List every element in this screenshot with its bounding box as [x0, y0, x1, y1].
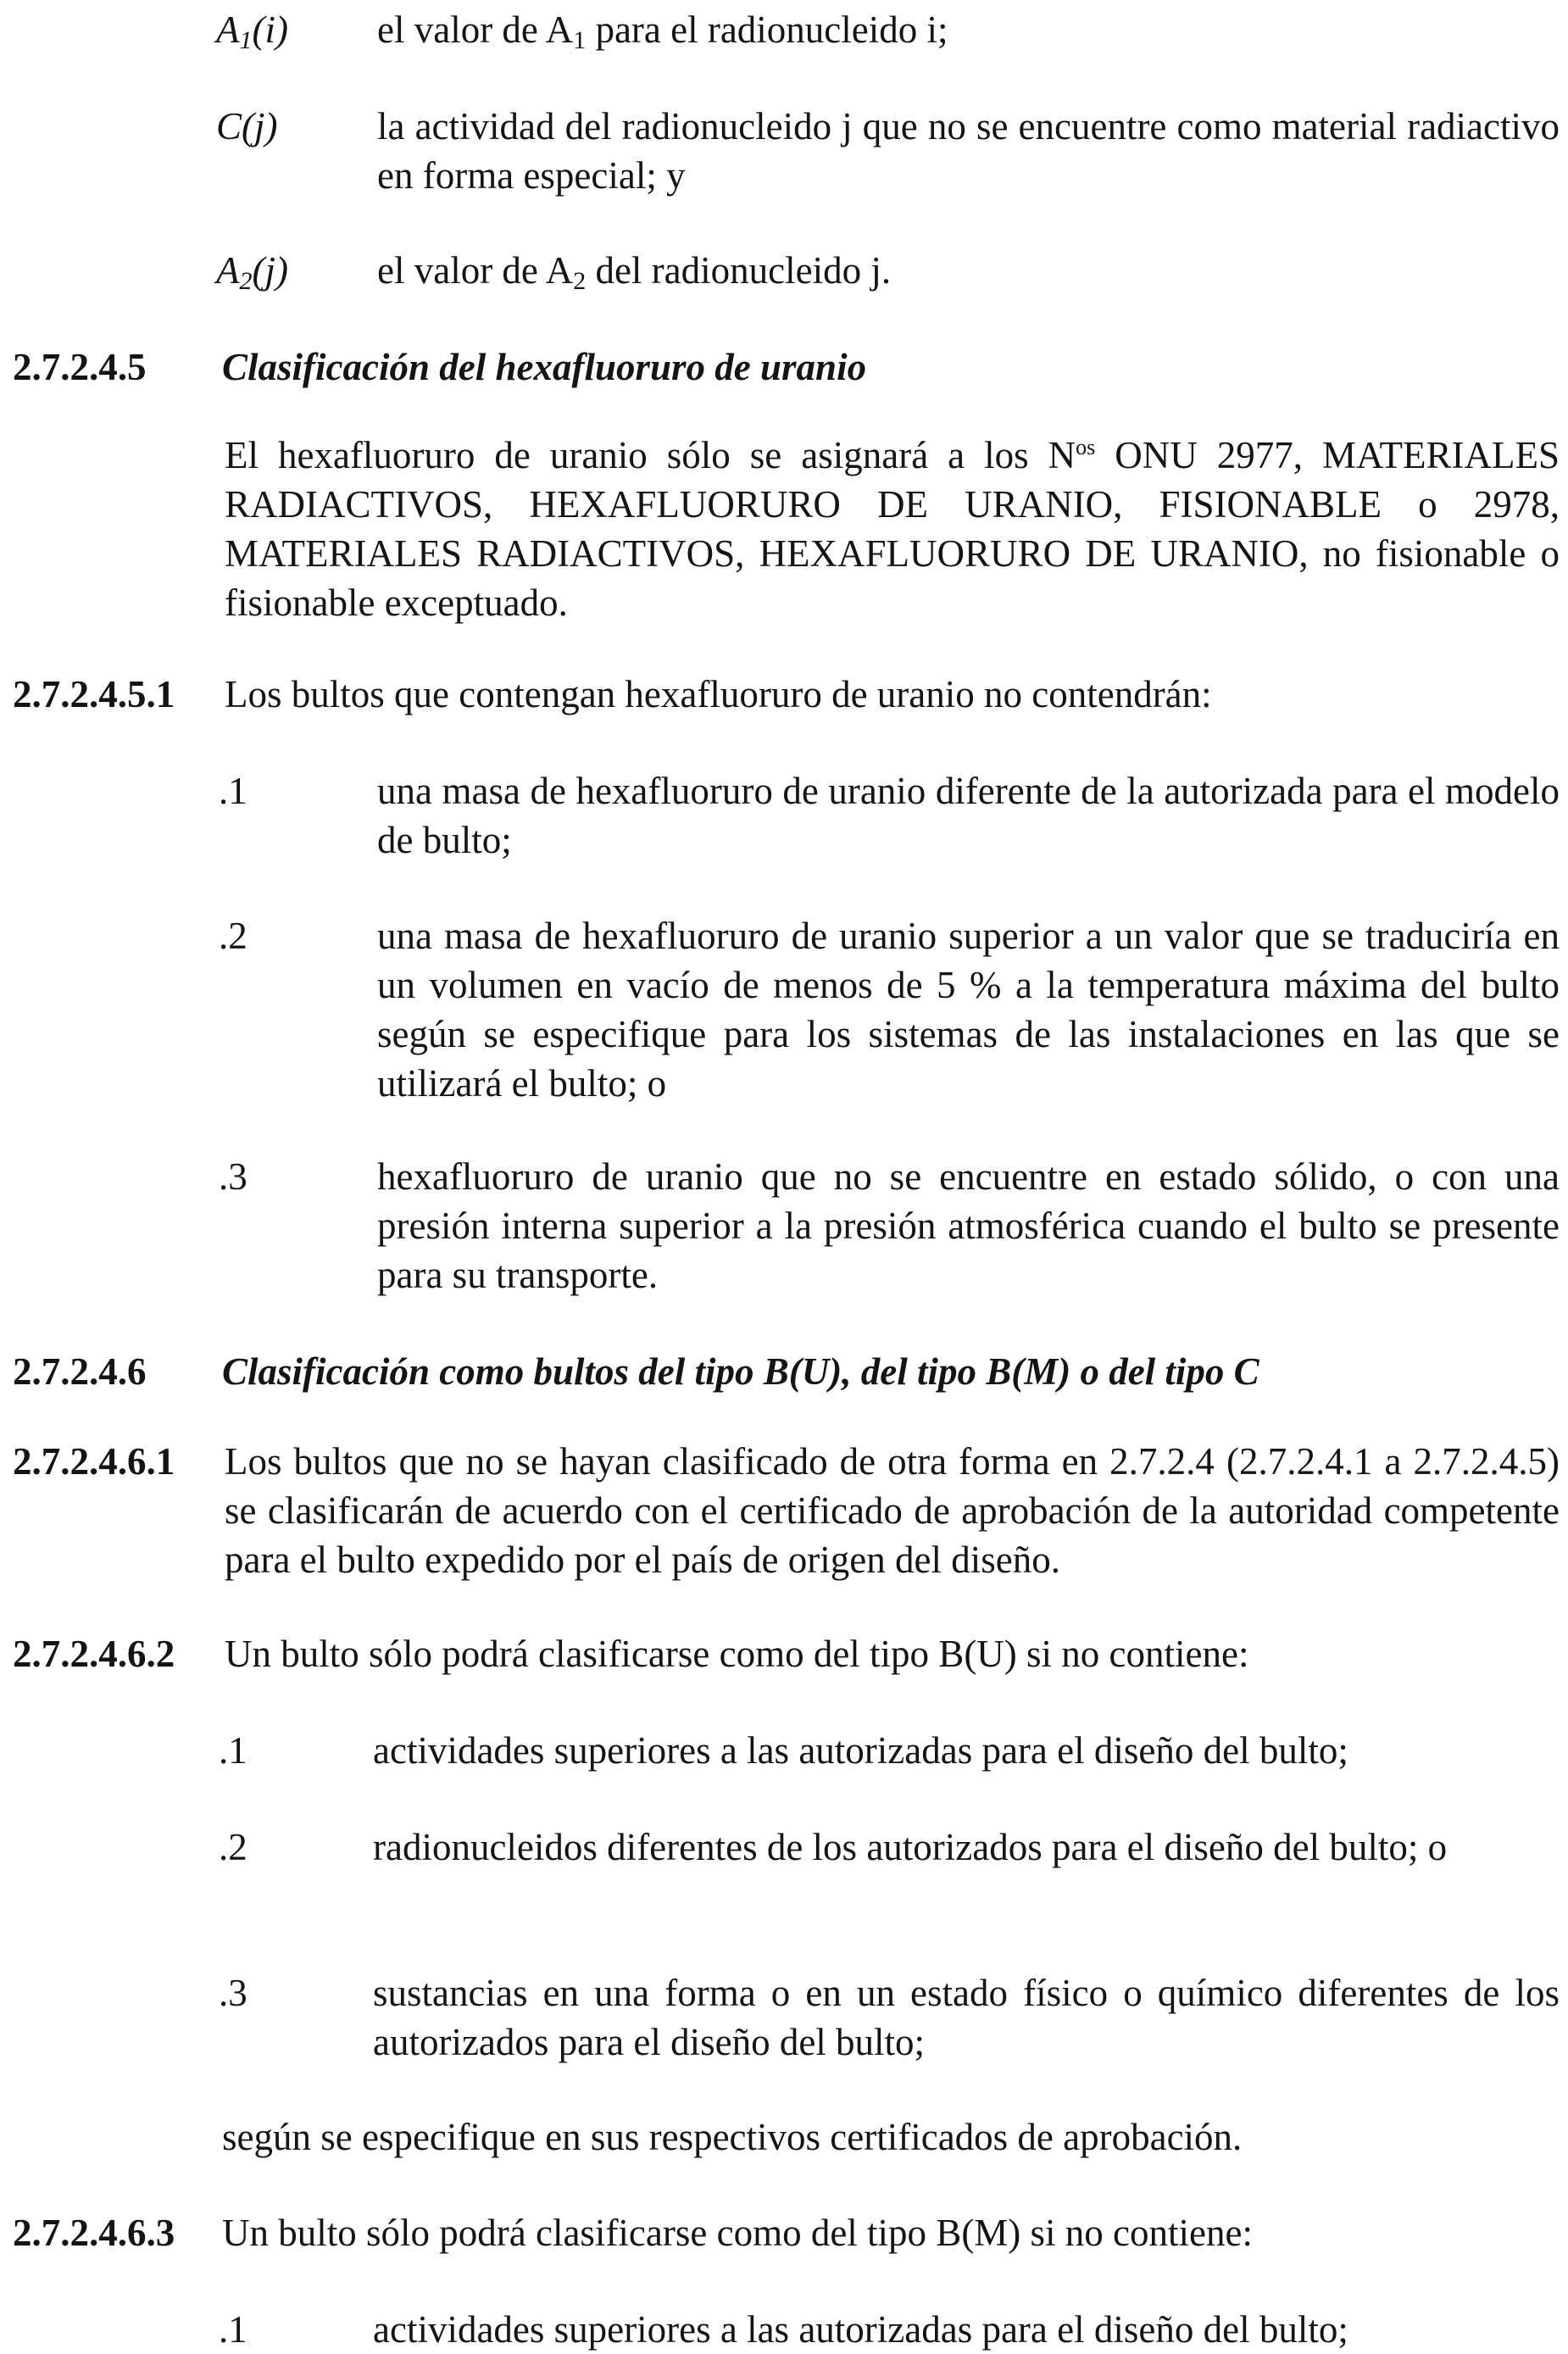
- list-item-number: .2: [219, 915, 247, 957]
- def-term-a2: $A_2(j)$: [216, 249, 288, 295]
- def-term-a1: $A_1(i)$: [216, 8, 288, 54]
- section-number-2-7-2-4-5: 2.7.2.4.5: [13, 346, 147, 388]
- list-item-number: .2: [219, 1826, 247, 1868]
- list-item-number: .3: [219, 1972, 247, 2014]
- section-title-hexafluoruro: Clasificación del hexafluoruro de uranio: [222, 346, 867, 388]
- list-item-number: .1: [219, 770, 247, 812]
- section-title-tipo-b-c: Clasificación como bultos del tipo B(U), del tipo B(M) o del tipo C: [222, 1350, 1259, 1393]
- section-number-2-7-2-4-6: 2.7.2.4.6: [13, 1350, 147, 1393]
- section-text-2-7-2-4-5-1: Los bultos que contengan hexafluoruro de uranio no contendrán:: [225, 673, 1212, 715]
- list-item-text: radionucleidos diferentes de los autorizados para el diseño del bulto; o: [373, 1826, 1448, 1868]
- list-item-number: .1: [219, 2308, 247, 2351]
- list-item-text: actividades superiores a las autorizadas para el diseño del bulto;: [373, 1729, 1348, 1772]
- list-item-text: una masa de hexafluoruro de uranio superior a un valor que se traduciría en un volumen en vacío de menos de 5 % a la temperatura máxima del bulto según se especifique para los sistemas de las instalaciones en las que se utilizará el bulto; o: [377, 915, 1560, 1105]
- list-item-text: sustancias en una forma o en un estado físico o químico diferentes de los autorizados para el diseño del bulto;: [373, 1972, 1560, 2063]
- section-body-hexafluoruro: El hexafluoruro de uranio sólo se asignará a los $N^{os}$ ONU 2977, MATERIALES RADIACTIVOS, HEXAFLUORURO DE URANIO, FISIONABLE o 2978, MATERIALES RADIACTIVOS, HEXAFLUORURO DE URANIO, no fisionable o fisionable exceptuado.: [225, 434, 1560, 624]
- def-text-a2: el valor de $A_2$ del radionucleido j.: [377, 249, 892, 295]
- def-text-a1: el valor de $A_1$ para el radionucleido i;: [377, 8, 948, 54]
- section-closing-2-7-2-4-6-2: según se especifique en sus respectivos certificados de aprobación.: [222, 2116, 1243, 2158]
- section-number-2-7-2-4-6-3: 2.7.2.4.6.3: [13, 2212, 175, 2254]
- section-text-2-7-2-4-6-2: Un bulto sólo podrá clasificarse como del tipo B(U) si no contiene:: [225, 1633, 1249, 1675]
- list-item-text: hexafluoruro de uranio que no se encuentre en estado sólido, o con una presión interna superior a la presión atmosférica cuando el bulto se presente para su transporte.: [377, 1155, 1560, 1296]
- section-number-2-7-2-4-6-2: 2.7.2.4.6.2: [13, 1633, 175, 1675]
- list-item-number: .3: [219, 1155, 247, 1198]
- def-text-cj: la actividad del radionucleido j que no se encuentre como material radiactivo en forma especial; y: [377, 105, 1560, 197]
- def-term-cj: C(j): [216, 105, 278, 147]
- list-item-text: una masa de hexafluoruro de uranio diferente de la autorizada para el modelo de bulto;: [377, 770, 1560, 861]
- list-item-number: .1: [219, 1729, 247, 1772]
- section-text-2-7-2-4-6-3: Un bulto sólo podrá clasificarse como del tipo B(M) si no contiene:: [222, 2212, 1253, 2254]
- section-text-2-7-2-4-6-1: Los bultos que no se hayan clasificado de otra forma en 2.7.2.4 (2.7.2.4.1 a 2.7.2.4.5) se clasificarán de acuerdo con el certificado de aprobación de la autoridad competente para el bulto expedido por el país de origen del diseño.: [225, 1440, 1560, 1581]
- list-item-text: actividades superiores a las autorizadas para el diseño del bulto;: [373, 2308, 1348, 2351]
- section-number-2-7-2-4-5-1: 2.7.2.4.5.1: [13, 673, 175, 715]
- section-number-2-7-2-4-6-1: 2.7.2.4.6.1: [13, 1440, 175, 1483]
